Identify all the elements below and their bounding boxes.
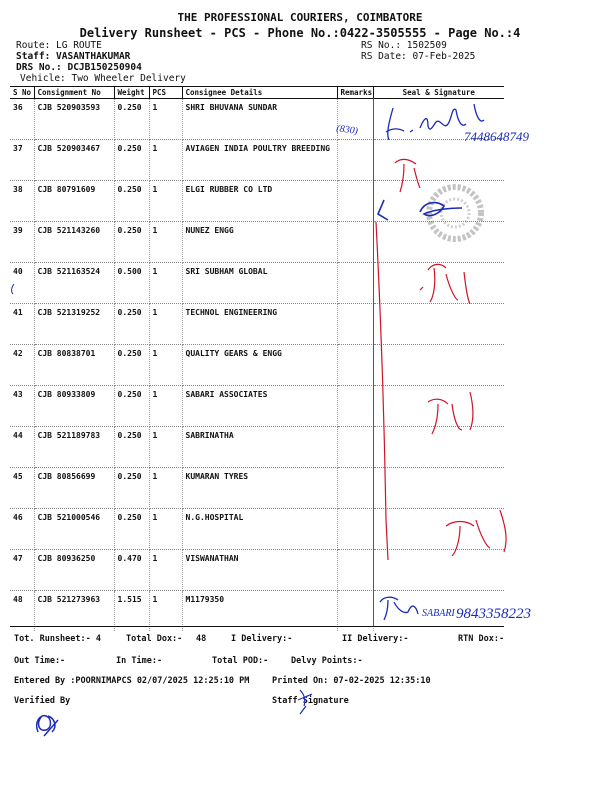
total-dox: Total Dox:- — [126, 634, 183, 644]
cell-sno: 41 — [10, 304, 34, 345]
table-row — [10, 222, 504, 263]
cell-weight: 0.250 — [114, 427, 149, 468]
rs-date: RS Date: 07-Feb-2025 — [361, 51, 476, 62]
cell-pcs: 1 — [149, 99, 182, 140]
margin-pen-line — [373, 98, 374, 626]
cell-pcs: 1 — [149, 468, 182, 509]
in-time: In Time:- — [116, 656, 163, 666]
cell-consignee: VISWANATHAN — [182, 550, 337, 591]
row36-code: (830) — [335, 123, 359, 137]
cell-weight: 0.250 — [114, 140, 149, 181]
cell-consignment-no: CJB 80936250 — [34, 550, 114, 591]
col-header: Seal & Signature — [373, 87, 504, 99]
col-header: Weight — [114, 87, 149, 99]
rs-number: RS No.: 1502509 — [361, 40, 447, 51]
delvy-points: Delvy Points:- — [291, 656, 363, 666]
cell-pcs: 1 — [149, 509, 182, 550]
verified-signature — [37, 716, 58, 736]
cell-consignment-no: CJB 521000546 — [34, 509, 114, 550]
vehicle-label: Vehicle: Two Wheeler Delivery — [20, 73, 186, 84]
cell-weight: 0.250 — [114, 345, 149, 386]
table-row — [10, 550, 504, 591]
cell-sno: 46 — [10, 509, 34, 550]
cell-weight: 1.515 — [114, 591, 149, 631]
cell-remarks — [337, 386, 373, 427]
i-delivery: I Delivery:- — [231, 634, 293, 644]
table-row — [10, 386, 504, 427]
cell-seal-signature — [373, 591, 504, 631]
cell-consignment-no: CJB 521143260 — [34, 222, 114, 263]
cell-pcs: 1 — [149, 591, 182, 631]
cell-remarks — [337, 304, 373, 345]
cell-seal-signature — [373, 468, 504, 509]
ii-delivery: II Delivery:- — [342, 634, 409, 644]
printed-on: Printed On: 07-02-2025 12:35:10 — [272, 676, 431, 686]
total-pod: Total POD:- — [212, 656, 269, 666]
table-row — [10, 427, 504, 468]
cell-sno: 37 — [10, 140, 34, 181]
cell-consignee: SABRINATHA — [182, 427, 337, 468]
col-header: S No — [10, 87, 34, 99]
out-time: Out Time:- — [14, 656, 66, 666]
cell-weight: 0.250 — [114, 304, 149, 345]
cell-remarks — [337, 263, 373, 304]
cell-consignee: SHRI BHUVANA SUNDAR — [182, 99, 337, 140]
cell-seal-signature — [373, 509, 504, 550]
table-row — [10, 140, 504, 181]
cell-sno: 45 — [10, 468, 34, 509]
cell-sno: 47 — [10, 550, 34, 591]
cell-remarks — [337, 99, 373, 140]
table-row — [10, 99, 504, 140]
cell-pcs: 1 — [149, 140, 182, 181]
cell-remarks — [337, 427, 373, 468]
cell-consignment-no: CJB 521189783 — [34, 427, 114, 468]
cell-consignee: KUMARAN TYRES — [182, 468, 337, 509]
cell-seal-signature — [373, 427, 504, 468]
cell-consignee: N.G.HOSPITAL — [182, 509, 337, 550]
cell-sno: 36 — [10, 99, 34, 140]
table-row — [10, 304, 504, 345]
col-header: Consignment No — [34, 87, 114, 99]
cell-pcs: 1 — [149, 345, 182, 386]
table-row — [10, 345, 504, 386]
cell-remarks — [337, 140, 373, 181]
cell-consignment-no: CJB 520903467 — [34, 140, 114, 181]
cell-seal-signature — [373, 181, 504, 222]
cell-consignment-no: CJB 521163524 — [34, 263, 114, 304]
cell-remarks — [337, 468, 373, 509]
cell-sno: 40 — [10, 263, 34, 304]
table-bottom-rule — [10, 626, 504, 627]
cell-weight: 0.250 — [114, 509, 149, 550]
cell-consignee: SABARI ASSOCIATES — [182, 386, 337, 427]
cell-consignee: ELGI RUBBER CO LTD — [182, 181, 337, 222]
cell-consignee: AVIAGEN INDIA POULTRY BREEDING — [182, 140, 337, 181]
cell-consignee: NUNEZ ENGG — [182, 222, 337, 263]
cell-remarks — [337, 550, 373, 591]
drs-number: DRS No.: DCJB150250904 — [16, 62, 142, 73]
cell-seal-signature — [373, 99, 504, 140]
cell-seal-signature — [373, 263, 504, 304]
cell-seal-signature — [373, 345, 504, 386]
row48-phone: 9843358223 — [456, 606, 531, 622]
runsheet-table — [10, 86, 504, 631]
verified-by: Verified By — [14, 696, 71, 706]
table-row — [10, 263, 504, 304]
cell-weight: 0.250 — [114, 468, 149, 509]
cell-pcs: 1 — [149, 304, 182, 345]
cell-sno: 39 — [10, 222, 34, 263]
table-row — [10, 591, 504, 631]
total-dox-value: 48 — [196, 634, 207, 644]
cell-pcs: 1 — [149, 222, 182, 263]
company-title: THE PROFESSIONAL COURIERS, COIMBATORE — [177, 11, 423, 24]
tot-runsheet: Tot. Runsheet:- 4 — [14, 634, 101, 644]
cell-seal-signature — [373, 550, 504, 591]
cell-seal-signature — [373, 386, 504, 427]
cell-remarks — [337, 591, 373, 631]
cell-weight: 0.470 — [114, 550, 149, 591]
staff-label: Staff: VASANTHAKUMAR — [16, 51, 131, 62]
col-header: Remarks — [337, 87, 373, 99]
cell-remarks — [337, 509, 373, 550]
cell-weight: 0.250 — [114, 99, 149, 140]
cell-seal-signature — [373, 222, 504, 263]
cell-pcs: 1 — [149, 427, 182, 468]
cell-consignment-no: CJB 521273963 — [34, 591, 114, 631]
route-label: Route: LG ROUTE — [16, 40, 102, 51]
entered-by: Entered By :POORNIMAPCS 02/07/2025 12:25:10 PM — [14, 676, 250, 686]
staff-signature-label: Staff Signature — [272, 696, 349, 706]
cell-weight: 0.250 — [114, 386, 149, 427]
row36-phone: 7448648749 — [464, 129, 529, 144]
cell-seal-signature — [373, 140, 504, 181]
row48-name: SABARI — [422, 608, 455, 619]
cell-sno: 38 — [10, 181, 34, 222]
cell-pcs: 1 — [149, 263, 182, 304]
cell-remarks — [337, 345, 373, 386]
cell-weight: 0.250 — [114, 181, 149, 222]
cell-remarks — [337, 222, 373, 263]
cell-pcs: 1 — [149, 550, 182, 591]
table-row — [10, 509, 504, 550]
col-header: Consignee Details — [182, 87, 337, 99]
cell-sno: 43 — [10, 386, 34, 427]
runsheet-subtitle: Delivery Runsheet - PCS - Phone No.:0422-3505555 - Page No.:4 — [79, 26, 521, 40]
cell-weight: 0.500 — [114, 263, 149, 304]
cell-sno: 42 — [10, 345, 34, 386]
cell-pcs: 1 — [149, 181, 182, 222]
cell-consignee: SRI SUBHAM GLOBAL — [182, 263, 337, 304]
cell-consignment-no: CJB 520903593 — [34, 99, 114, 140]
rtn-dox: RTN Dox:- — [458, 634, 505, 644]
cell-consignment-no: CJB 80838701 — [34, 345, 114, 386]
cell-consignee: QUALITY GEARS & ENGG — [182, 345, 337, 386]
cell-remarks — [337, 181, 373, 222]
cell-pcs: 1 — [149, 386, 182, 427]
cell-sno: 48 — [10, 591, 34, 631]
col-header: PCS — [149, 87, 182, 99]
table-row — [10, 468, 504, 509]
table-row — [10, 181, 504, 222]
cell-consignee: M1179350 — [182, 591, 337, 631]
table-header-row — [10, 87, 504, 99]
cell-consignee: TECHNOL ENGINEERING — [182, 304, 337, 345]
cell-seal-signature — [373, 304, 504, 345]
cell-consignment-no: CJB 80933809 — [34, 386, 114, 427]
cell-sno: 44 — [10, 427, 34, 468]
cell-weight: 0.250 — [114, 222, 149, 263]
cell-consignment-no: CJB 80791609 — [34, 181, 114, 222]
cell-consignment-no: CJB 521319252 — [34, 304, 114, 345]
cell-consignment-no: CJB 80856699 — [34, 468, 114, 509]
